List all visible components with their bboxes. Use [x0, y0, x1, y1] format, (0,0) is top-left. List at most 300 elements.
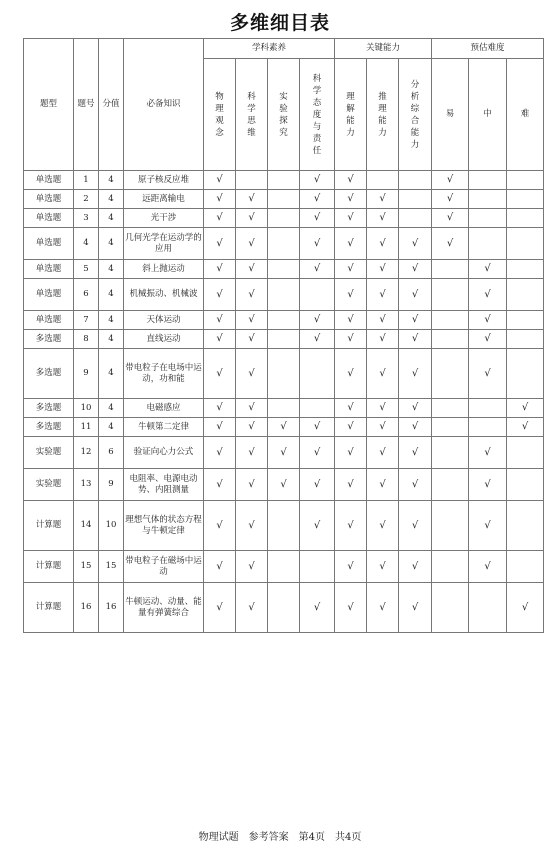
check-mark: √	[411, 237, 419, 249]
table-row	[24, 501, 544, 551]
mark-cell	[268, 583, 300, 633]
score-cell: 4	[99, 190, 124, 209]
mark-cell	[507, 583, 544, 633]
question-type-cell: 单选题	[24, 279, 74, 311]
mark-cell	[469, 501, 507, 551]
check-mark: √	[248, 601, 255, 613]
mark-cell	[367, 501, 399, 551]
mark-cell	[335, 260, 367, 279]
mark-cell	[399, 311, 432, 330]
mark-cell	[399, 228, 432, 260]
mark-cell	[469, 260, 507, 279]
question-type-cell: 计算题	[24, 551, 74, 583]
check-mark: √	[379, 333, 386, 344]
mark-cell	[367, 190, 399, 209]
check-mark: √	[379, 560, 386, 572]
mark-cell	[204, 349, 236, 399]
check-mark: √	[248, 193, 255, 204]
mark-cell	[236, 437, 268, 469]
check-mark: √	[379, 212, 386, 223]
mark-cell	[367, 437, 399, 469]
check-mark: √	[216, 446, 223, 458]
table-row	[24, 437, 544, 469]
check-mark: √	[313, 237, 321, 249]
table-row	[24, 583, 544, 633]
mark-cell	[432, 551, 469, 583]
mark-cell	[367, 418, 399, 437]
check-mark: √	[216, 263, 223, 274]
header-knowledge: 必备知识	[124, 39, 204, 171]
check-mark: √	[313, 193, 321, 204]
check-mark: √	[216, 333, 223, 344]
check-mark: √	[248, 237, 255, 249]
mark-cell	[367, 209, 399, 228]
mark-cell	[335, 171, 367, 190]
check-mark: √	[379, 402, 386, 413]
mark-cell	[204, 469, 236, 501]
mark-cell	[236, 551, 268, 583]
table-row	[24, 311, 544, 330]
question-type-cell: 单选题	[24, 228, 74, 260]
mark-cell	[432, 190, 469, 209]
table-row	[24, 399, 544, 418]
check-mark: √	[379, 263, 386, 274]
mark-cell	[236, 190, 268, 209]
mark-cell	[236, 330, 268, 349]
mark-cell	[335, 469, 367, 501]
question-type-cell: 实验题	[24, 437, 74, 469]
mark-cell	[268, 469, 300, 501]
question-type-cell: 单选题	[24, 171, 74, 190]
check-mark: √	[248, 314, 255, 325]
question-type-cell: 单选题	[24, 311, 74, 330]
mark-cell	[507, 501, 544, 551]
mark-cell	[432, 330, 469, 349]
check-mark: √	[411, 478, 419, 490]
knowledge-cell: 直线运动	[124, 330, 204, 349]
mark-cell	[507, 418, 544, 437]
mark-cell	[432, 469, 469, 501]
mark-cell	[236, 260, 268, 279]
mark-cell	[367, 228, 399, 260]
mark-cell	[204, 501, 236, 551]
question-type-cell: 多选题	[24, 330, 74, 349]
header-score: 分值	[99, 39, 124, 171]
mark-cell	[236, 399, 268, 418]
mark-cell	[507, 209, 544, 228]
check-mark: √	[347, 367, 354, 379]
mark-cell	[300, 279, 335, 311]
mark-cell	[236, 209, 268, 228]
check-mark: √	[347, 478, 354, 490]
score-cell: 10	[99, 501, 124, 551]
mark-cell	[236, 583, 268, 633]
specification-table	[23, 38, 544, 633]
mark-cell	[469, 279, 507, 311]
score-cell: 4	[99, 311, 124, 330]
mark-cell	[399, 551, 432, 583]
table-body	[24, 171, 544, 633]
check-mark: √	[484, 367, 491, 379]
mark-cell	[399, 501, 432, 551]
mark-cell	[432, 228, 469, 260]
check-mark: √	[446, 193, 454, 204]
header-literacy-1: 科学思维	[236, 59, 268, 171]
mark-cell	[507, 311, 544, 330]
mark-cell	[367, 583, 399, 633]
mark-cell	[367, 399, 399, 418]
mark-cell	[204, 311, 236, 330]
check-mark: √	[347, 601, 354, 613]
check-mark: √	[379, 421, 386, 432]
check-mark: √	[313, 212, 321, 223]
knowledge-cell: 带电粒子在磁场中运动	[124, 551, 204, 583]
mark-cell	[300, 260, 335, 279]
question-number-cell: 6	[74, 279, 99, 311]
mark-cell	[236, 501, 268, 551]
mark-cell	[268, 349, 300, 399]
question-number-cell: 14	[74, 501, 99, 551]
mark-cell	[367, 260, 399, 279]
mark-cell	[507, 437, 544, 469]
check-mark: √	[216, 421, 223, 432]
mark-cell	[432, 311, 469, 330]
check-mark: √	[216, 237, 223, 249]
score-cell: 4	[99, 418, 124, 437]
header-ability-1: 推理能力	[367, 59, 399, 171]
mark-cell	[399, 171, 432, 190]
check-mark: √	[216, 193, 223, 204]
score-cell: 15	[99, 551, 124, 583]
mark-cell	[469, 437, 507, 469]
mark-cell	[268, 551, 300, 583]
header-group-ability: 关键能力	[335, 39, 432, 59]
check-mark: √	[313, 314, 321, 325]
table-row	[24, 209, 544, 228]
mark-cell	[469, 349, 507, 399]
mark-cell	[432, 501, 469, 551]
check-mark: √	[446, 212, 454, 223]
table-row	[24, 330, 544, 349]
check-mark: √	[248, 288, 255, 300]
mark-cell	[399, 469, 432, 501]
page-title: 多维细目表	[229, 12, 330, 34]
question-number-cell: 4	[74, 228, 99, 260]
check-mark: √	[248, 560, 255, 572]
question-type-cell: 计算题	[24, 583, 74, 633]
question-number-cell: 2	[74, 190, 99, 209]
check-mark: √	[248, 212, 255, 223]
mark-cell	[204, 399, 236, 418]
check-mark: √	[313, 333, 321, 344]
check-mark: √	[248, 446, 255, 458]
question-type-cell: 多选题	[24, 349, 74, 399]
knowledge-cell: 理想气体的状态方程与牛顿定律	[124, 501, 204, 551]
mark-cell	[432, 171, 469, 190]
check-mark: √	[313, 478, 321, 490]
check-mark: √	[313, 174, 321, 185]
question-number-cell: 7	[74, 311, 99, 330]
check-mark: √	[411, 402, 419, 413]
mark-cell	[268, 279, 300, 311]
score-cell: 4	[99, 279, 124, 311]
question-type-cell: 多选题	[24, 399, 74, 418]
mark-cell	[236, 279, 268, 311]
header-literacy-2: 实验探究	[268, 59, 300, 171]
table-row	[24, 551, 544, 583]
mark-cell	[268, 209, 300, 228]
check-mark: √	[347, 421, 354, 432]
mark-cell	[507, 228, 544, 260]
check-mark: √	[411, 601, 419, 613]
score-cell: 4	[99, 260, 124, 279]
check-mark: √	[411, 446, 419, 458]
mark-cell	[367, 171, 399, 190]
question-number-cell: 16	[74, 583, 99, 633]
mark-cell	[432, 349, 469, 399]
mark-cell	[335, 190, 367, 209]
mark-cell	[300, 583, 335, 633]
table-row	[24, 279, 544, 311]
mark-cell	[507, 190, 544, 209]
check-mark: √	[280, 421, 287, 432]
mark-cell	[335, 583, 367, 633]
check-mark: √	[484, 314, 491, 325]
mark-cell	[469, 209, 507, 228]
check-mark: √	[347, 560, 354, 572]
mark-cell	[204, 551, 236, 583]
check-mark: √	[216, 174, 223, 185]
page-footer: 物理试题 参考答案 第4页 共4页	[198, 832, 362, 843]
mark-cell	[204, 330, 236, 349]
check-mark: √	[411, 333, 419, 344]
check-mark: √	[248, 421, 255, 432]
mark-cell	[367, 469, 399, 501]
mark-cell	[300, 399, 335, 418]
check-mark: √	[347, 263, 354, 274]
check-mark: √	[347, 212, 354, 223]
check-mark: √	[313, 263, 321, 274]
mark-cell	[268, 437, 300, 469]
check-mark: √	[521, 421, 529, 432]
mark-cell	[335, 501, 367, 551]
check-mark: √	[379, 601, 386, 613]
check-mark: √	[216, 367, 223, 379]
mark-cell	[432, 279, 469, 311]
header-difficulty-medium: 中	[469, 59, 507, 171]
check-mark: √	[484, 446, 491, 458]
check-mark: √	[347, 237, 354, 249]
check-mark: √	[411, 519, 419, 531]
score-cell: 16	[99, 583, 124, 633]
mark-cell	[236, 469, 268, 501]
check-mark: √	[411, 421, 419, 432]
mark-cell	[236, 311, 268, 330]
check-mark: √	[411, 560, 419, 572]
mark-cell	[507, 399, 544, 418]
knowledge-cell: 机械振动、机械波	[124, 279, 204, 311]
mark-cell	[204, 583, 236, 633]
check-mark: √	[484, 333, 491, 344]
question-number-cell: 5	[74, 260, 99, 279]
mark-cell	[268, 399, 300, 418]
check-mark: √	[216, 402, 223, 413]
mark-cell	[204, 209, 236, 228]
mark-cell	[469, 399, 507, 418]
mark-cell	[469, 418, 507, 437]
table-row	[24, 260, 544, 279]
check-mark: √	[484, 519, 491, 531]
check-mark: √	[347, 333, 354, 344]
table-row	[24, 469, 544, 501]
check-mark: √	[379, 519, 386, 531]
mark-cell	[268, 311, 300, 330]
mark-cell	[507, 279, 544, 311]
check-mark: √	[411, 288, 419, 300]
mark-cell	[300, 209, 335, 228]
check-mark: √	[248, 478, 255, 490]
table-row	[24, 349, 544, 399]
check-mark: √	[248, 519, 255, 531]
mark-cell	[469, 469, 507, 501]
header-number: 题号	[74, 39, 99, 171]
mark-cell	[367, 279, 399, 311]
header-literacy-0: 物理观念	[204, 59, 236, 171]
mark-cell	[335, 551, 367, 583]
mark-cell	[367, 330, 399, 349]
score-cell: 4	[99, 228, 124, 260]
mark-cell	[399, 349, 432, 399]
mark-cell	[469, 228, 507, 260]
mark-cell	[469, 551, 507, 583]
mark-cell	[399, 209, 432, 228]
mark-cell	[399, 399, 432, 418]
header-literacy-3: 科学态度与责任	[300, 59, 335, 171]
mark-cell	[268, 171, 300, 190]
mark-cell	[399, 330, 432, 349]
mark-cell	[300, 418, 335, 437]
mark-cell	[300, 311, 335, 330]
check-mark: √	[216, 478, 223, 490]
check-mark: √	[521, 601, 529, 613]
score-cell: 6	[99, 437, 124, 469]
mark-cell	[507, 349, 544, 399]
check-mark: √	[216, 519, 223, 531]
mark-cell	[507, 469, 544, 501]
knowledge-cell: 斜上抛运动	[124, 260, 204, 279]
mark-cell	[335, 418, 367, 437]
mark-cell	[300, 171, 335, 190]
mark-cell	[335, 330, 367, 349]
check-mark: √	[313, 421, 321, 432]
check-mark: √	[347, 174, 354, 185]
mark-cell	[432, 260, 469, 279]
knowledge-cell: 电磁感应	[124, 399, 204, 418]
score-cell: 4	[99, 209, 124, 228]
check-mark: √	[521, 402, 529, 413]
header-difficulty-easy: 易	[432, 59, 469, 171]
header-type: 题型	[24, 39, 74, 171]
mark-cell	[335, 349, 367, 399]
check-mark: √	[313, 519, 321, 531]
mark-cell	[469, 171, 507, 190]
mark-cell	[268, 418, 300, 437]
table-row	[24, 418, 544, 437]
mark-cell	[469, 583, 507, 633]
mark-cell	[432, 583, 469, 633]
mark-cell	[204, 260, 236, 279]
check-mark: √	[347, 288, 354, 300]
question-type-cell: 多选题	[24, 418, 74, 437]
mark-cell	[367, 311, 399, 330]
check-mark: √	[216, 601, 223, 613]
check-mark: √	[446, 174, 454, 185]
mark-cell	[335, 311, 367, 330]
check-mark: √	[484, 560, 491, 572]
mark-cell	[236, 349, 268, 399]
question-number-cell: 1	[74, 171, 99, 190]
mark-cell	[236, 228, 268, 260]
mark-cell	[432, 418, 469, 437]
score-cell: 4	[99, 171, 124, 190]
mark-cell	[469, 190, 507, 209]
question-number-cell: 15	[74, 551, 99, 583]
check-mark: √	[379, 193, 386, 204]
check-mark: √	[313, 601, 321, 613]
check-mark: √	[248, 402, 255, 413]
mark-cell	[204, 190, 236, 209]
score-cell: 9	[99, 469, 124, 501]
question-type-cell: 计算题	[24, 501, 74, 551]
knowledge-cell: 远距离输电	[124, 190, 204, 209]
mark-cell	[367, 551, 399, 583]
table-row	[24, 190, 544, 209]
check-mark: √	[248, 367, 255, 379]
check-mark: √	[347, 402, 354, 413]
mark-cell	[432, 399, 469, 418]
mark-cell	[268, 228, 300, 260]
mark-cell	[204, 437, 236, 469]
question-type-cell: 单选题	[24, 209, 74, 228]
header-row-groups	[24, 39, 544, 59]
mark-cell	[507, 171, 544, 190]
mark-cell	[236, 418, 268, 437]
mark-cell	[367, 349, 399, 399]
mark-cell	[507, 260, 544, 279]
check-mark: √	[313, 446, 321, 458]
header-ability-2: 分析综合能力	[399, 59, 432, 171]
header-group-difficulty: 预估难度	[432, 39, 544, 59]
check-mark: √	[411, 314, 419, 325]
mark-cell	[335, 209, 367, 228]
check-mark: √	[379, 288, 386, 300]
check-mark: √	[347, 314, 354, 325]
mark-cell	[399, 260, 432, 279]
table-row	[24, 228, 544, 260]
mark-cell	[204, 171, 236, 190]
check-mark: √	[379, 478, 386, 490]
mark-cell	[204, 418, 236, 437]
knowledge-cell: 原子核反应堆	[124, 171, 204, 190]
question-number-cell: 12	[74, 437, 99, 469]
check-mark: √	[216, 560, 223, 572]
check-mark: √	[484, 478, 491, 490]
header-difficulty-hard: 难	[507, 59, 544, 171]
knowledge-cell: 几何光学在运动学的应用	[124, 228, 204, 260]
knowledge-cell: 光干涉	[124, 209, 204, 228]
header-group-literacy: 学科素养	[204, 39, 335, 59]
knowledge-cell: 天体运动	[124, 311, 204, 330]
